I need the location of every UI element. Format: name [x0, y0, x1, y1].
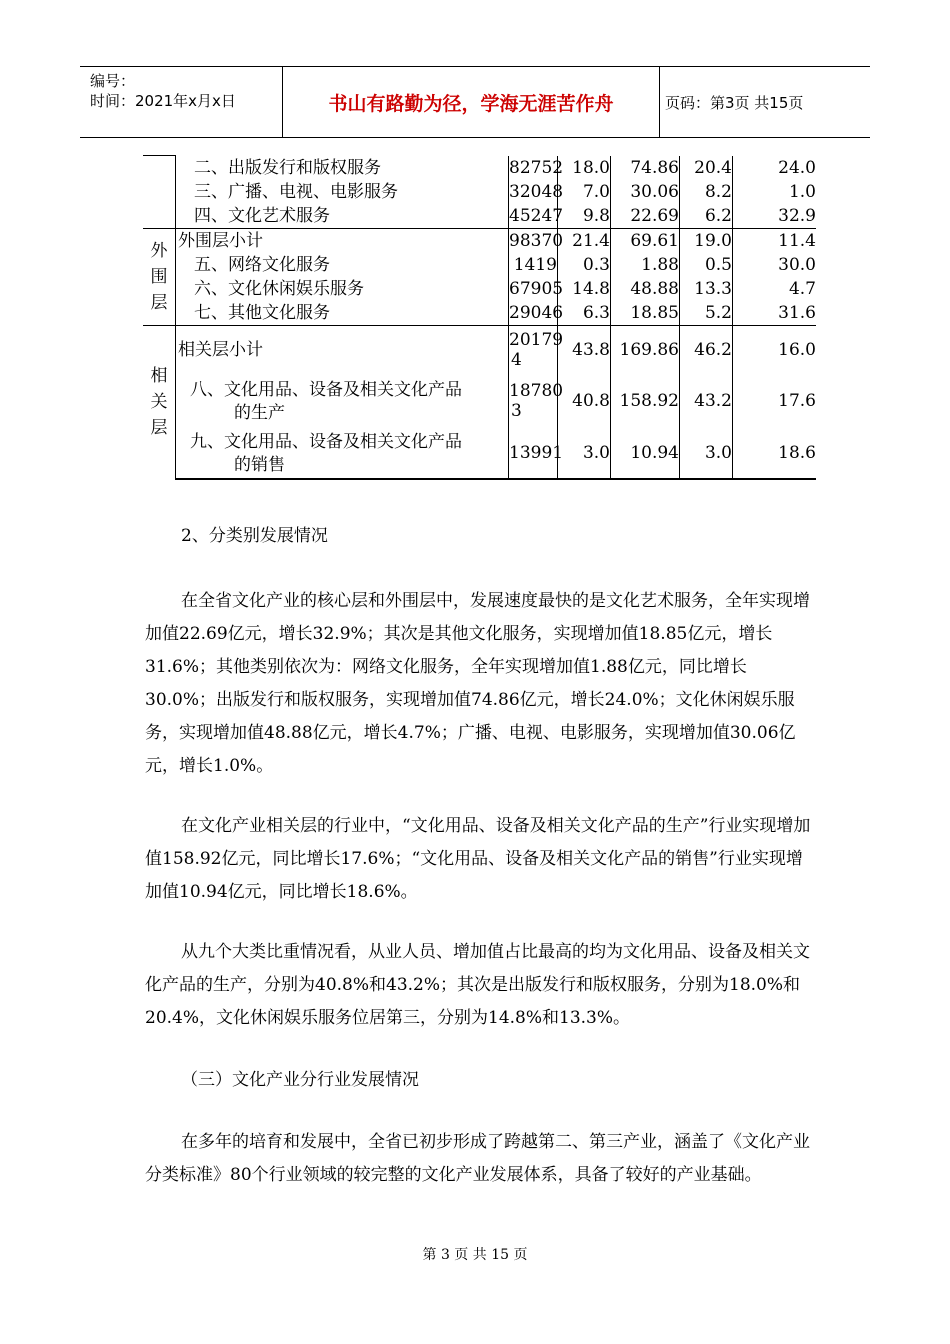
cell-value: 19.0: [680, 228, 733, 253]
row-name: 七、其他文化服务: [194, 302, 330, 323]
cell-value: 32048: [509, 181, 564, 202]
paragraph-2: 在文化产业相关层的行业中，“文化用品、设备及相关文化产品的生产”行业实现增加值158.92亿元，同比增长17.6%；“文化用品、设备及相关文化产品的销售”行业实现增加值10.94亿元，同比增长18.6%。: [145, 816, 811, 902]
page-header: [80, 66, 870, 138]
paragraph-3: 从九个大类比重情况看，从业人员、增加值占比最高的均为文化用品、设备及相关文化产品的生产，分别为40.8%和43.2%；其次是出版发行和版权服务，分别为18.0%和20.4%，文化休闲娱乐服务位居第三，分别为14.8%和13.3%。: [145, 942, 810, 1028]
cell-value: 45247: [509, 204, 558, 229]
table-row: [143, 301, 816, 326]
cell-value: 46.2: [680, 325, 733, 375]
cell-value: 13991: [509, 427, 558, 479]
cell-value: 40.8: [558, 375, 611, 427]
cell-value: 3.0: [558, 427, 611, 479]
table-row: [143, 204, 816, 229]
cell-value: 32.9: [778, 205, 816, 226]
paragraph-1: 在全省文化产业的核心层和外围层中，发展速度最快的是文化艺术服务，全年实现增加值22.69亿元，增长32.9%；其次是其他文化服务，实现增加值18.85亿元，增长31.6%；其他类别依次为：网络文化服务，全年实现增加值1.88亿元，同比增长30.0%；出版发行和版权服务，实现增加值74.86亿元，增长24.0%；文化休闲娱乐服务，实现增加值48.88亿元，增长4.7%；广播、电视、电影服务，实现增加值30.06亿元，增长1.0%。: [145, 591, 810, 776]
row-name: 六、文化休闲娱乐服务: [194, 278, 364, 299]
cell-value: 1.88: [611, 253, 680, 277]
row-name: 九、文化用品、设备及相关文化产品: [190, 431, 462, 452]
cell-value: 5.2: [680, 301, 733, 326]
cell-value: 6.2: [680, 204, 733, 229]
cell-value: 48.88: [611, 277, 680, 301]
cell-value: 82752: [509, 157, 564, 178]
group-label-related: 相关层: [143, 325, 176, 479]
cell-value: 20179 4: [509, 325, 558, 375]
table-row: [143, 156, 816, 180]
cell-value: 18.6: [733, 427, 817, 479]
table-row: [143, 228, 816, 253]
cell-value: 16.0: [733, 325, 817, 375]
header-page-info: 页码：第3页 共15页: [665, 93, 804, 112]
section-heading-3: （三）文化产业分行业发展情况: [181, 1070, 419, 1090]
table-row: [143, 325, 816, 375]
cell-value: 69.61: [611, 228, 680, 253]
cell-value: 0.5: [680, 253, 733, 277]
cell-value: 22.69: [611, 204, 680, 229]
cell-value: 29046: [509, 301, 558, 326]
row-name: 三、广播、电视、电影服务: [194, 181, 398, 202]
doc-number-label: 编号：: [90, 72, 136, 90]
cell-value: 7.0: [558, 180, 611, 204]
cell-value: 13.3: [680, 277, 733, 301]
row-name: 五、网络文化服务: [194, 254, 330, 275]
row-name: 外围层小计: [176, 228, 509, 253]
row-name: 相关层小计: [176, 325, 509, 375]
group-label-outer: 外围层: [143, 228, 176, 325]
cell-value: 18.85: [611, 301, 680, 326]
row-name: 四、文化艺术服务: [194, 205, 330, 226]
culture-industry-table: [143, 155, 816, 480]
header-meta: [80, 67, 283, 137]
table-row: [143, 253, 816, 277]
table-row: [143, 180, 816, 204]
cell-value: 31.6: [778, 302, 816, 323]
cell-value: 1419: [509, 253, 558, 277]
cell-value: 3.0: [680, 427, 733, 479]
row-name-cont: 的生产: [234, 403, 285, 423]
cell-value: 11.4: [733, 228, 817, 253]
paragraph-4: 在多年的培育和发展中，全省已初步形成了跨越第二、第三产业，涵盖了《文化产业分类标准》80个行业领域的较完整的文化产业发展体系，具备了较好的产业基础。: [145, 1132, 810, 1185]
cell-value: 169.86: [611, 325, 680, 375]
cell-value: 67905: [509, 278, 564, 299]
doc-date-label: 时间：2021年x月x日: [90, 92, 236, 110]
cell-value: 74.86: [611, 156, 680, 180]
cell-value: 30.06: [611, 180, 680, 204]
cell-value: 0.3: [558, 253, 611, 277]
table-row: [143, 375, 816, 427]
table-row: [143, 427, 816, 479]
cell-value: 30.0: [778, 254, 816, 275]
header-motto: 书山有路勤为径，学海无涯苦作舟: [283, 67, 660, 137]
cell-value: 4.7: [788, 278, 816, 299]
cell-value: 1.0: [788, 181, 816, 202]
cell-value: 18.0: [558, 156, 611, 180]
row-name: 八、文化用品、设备及相关文化产品: [190, 380, 462, 400]
cell-value: 17.6: [778, 391, 816, 411]
cell-value: 24.0: [778, 157, 816, 178]
cell-value: 20.4: [680, 156, 733, 180]
table-row: [143, 277, 816, 301]
cell-value: 21.4: [558, 228, 611, 253]
cell-value: 18780 3: [509, 375, 558, 427]
cell-value: 6.3: [558, 301, 611, 326]
cell-value: 43.2: [680, 375, 733, 427]
row-name: 二、出版发行和版权服务: [194, 157, 381, 178]
cell-value: 8.2: [680, 180, 733, 204]
cell-value: 158.92: [611, 375, 680, 427]
page-footer: 第 3 页 共 15 页: [422, 1247, 528, 1263]
row-name-cont: 的销售: [234, 454, 285, 475]
cell-value: 43.8: [558, 325, 611, 375]
cell-value: 98370: [509, 228, 558, 253]
cell-value: 9.8: [558, 204, 611, 229]
section-heading-2: 2、分类别发展情况: [181, 526, 328, 546]
cell-value: 10.94: [611, 427, 680, 479]
cell-value: 14.8: [558, 277, 611, 301]
